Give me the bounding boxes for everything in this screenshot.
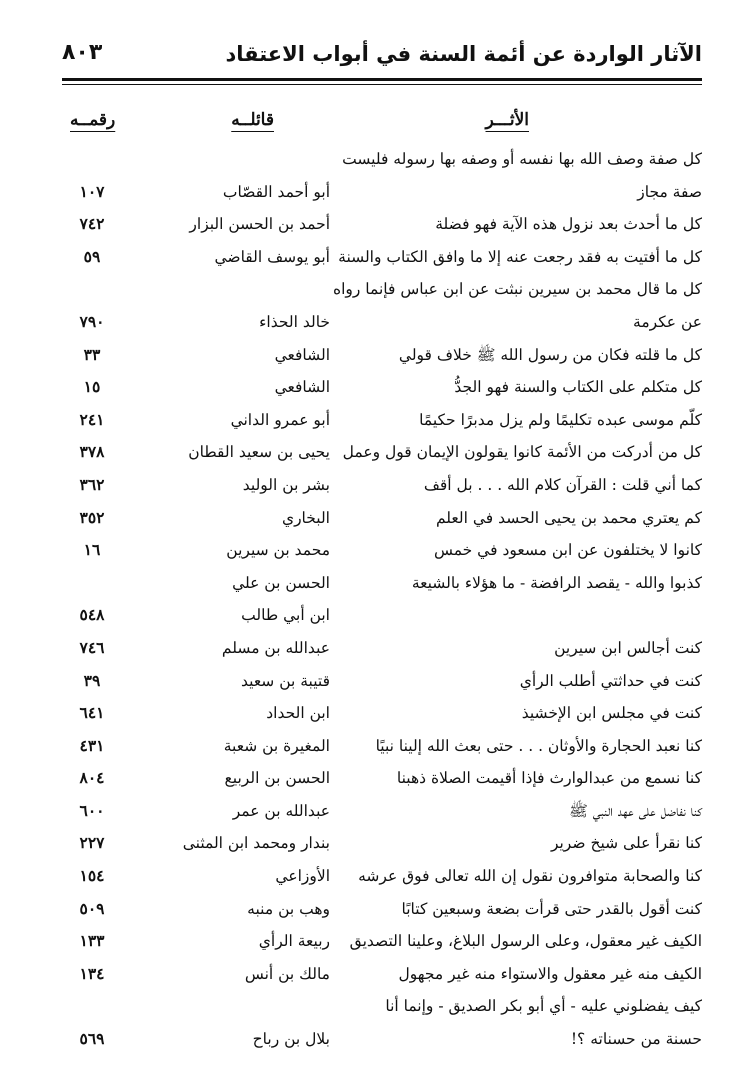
row-athar-text: الكيف غير معقول، وعلى الرسول البلاغ، وعلينا التصديق xyxy=(349,932,702,951)
row-raqm-number: ٣٧٨ xyxy=(79,442,105,462)
row-raqm-number: ٣٣ xyxy=(83,344,101,364)
table-row xyxy=(62,632,702,665)
row-qael-name: الشافعي xyxy=(274,378,330,397)
row-athar-text: صفة مجاز xyxy=(637,182,702,201)
row-athar-text: كنا نفاضل على عهد النبي ﷺ xyxy=(569,801,702,820)
row-qael-name: عبدالله بن مسلم xyxy=(221,638,330,657)
row-athar-text: كنت في حداثتي أطلب الرأي xyxy=(519,671,702,690)
row-raqm-number: ١٦ xyxy=(83,540,101,560)
table-row xyxy=(62,339,702,372)
table-row xyxy=(62,534,702,567)
row-athar-text: كنا والصحابة متوافرون نقول إن الله تعالى فوق عرشه xyxy=(358,867,702,886)
row-qael-name: قتيبة بن سعيد xyxy=(241,671,330,690)
row-qael-name: محمد بن سيرين xyxy=(226,541,330,560)
table-row xyxy=(62,1023,702,1056)
table-row xyxy=(62,893,702,926)
row-athar-text: حسنة من حسناته ؟! xyxy=(570,1030,702,1049)
row-qael-name: ابن أبي طالب xyxy=(241,606,330,625)
row-raqm-number: ٧٤٦ xyxy=(79,637,105,657)
row-qael-name: الشافعي xyxy=(274,345,330,364)
row-raqm-number: ٢٢٧ xyxy=(79,833,105,853)
row-raqm-number: ٣٥٢ xyxy=(79,507,105,527)
row-qael-name: ربيعة الرأي xyxy=(258,932,330,951)
row-raqm-number: ٣٩ xyxy=(83,670,101,690)
row-athar-text: كل صفة وصف الله بها نفسه أو وصفه بها رسوله فليست xyxy=(342,150,702,168)
row-athar-text: كل ما قلته فكان من رسول الله ﷺ خلاف قولي xyxy=(398,345,702,364)
row-raqm-number: ٧٩٠ xyxy=(79,311,105,331)
row-athar-text: كنا نسمع من عبدالوارث فإذا أقيمت الصلاة ذهبنا xyxy=(396,769,702,788)
row-raqm-number: ٤٣١ xyxy=(79,735,105,755)
running-title: الآثار الواردة عن أئمة السنة في أبواب الاعتقاد xyxy=(225,42,702,66)
table-row xyxy=(62,860,702,893)
row-raqm-number: ١٥٤ xyxy=(79,866,105,886)
table-row xyxy=(62,469,702,502)
row-raqm-number: ٥٤٨ xyxy=(79,605,105,625)
row-qael-name: مالك بن أنس xyxy=(244,964,330,983)
row-athar-text: كنت في مجلس ابن الإخشيذ xyxy=(521,704,702,723)
table-row xyxy=(62,404,702,437)
page-number: ٨٠٣ xyxy=(62,40,103,65)
index-table xyxy=(62,143,702,1056)
row-qael-name: الحسن بن الربيع xyxy=(224,769,330,788)
table-row xyxy=(62,665,702,698)
row-raqm-number: ٥٦٩ xyxy=(79,1029,105,1049)
column-header-raqm: رقمــه xyxy=(70,110,116,130)
table-row xyxy=(62,371,702,404)
row-qael-name: البخاري xyxy=(281,508,330,527)
table-row xyxy=(62,208,702,241)
row-raqm-number: ١٥ xyxy=(83,377,101,397)
row-athar-text: كانوا لا يختلفون عن ابن مسعود في خمس xyxy=(433,541,702,560)
table-row xyxy=(62,827,702,860)
table-row xyxy=(62,795,702,828)
row-raqm-number: ٢٤١ xyxy=(79,409,105,429)
row-qael-name: بلال بن رباح xyxy=(252,1030,330,1049)
table-row xyxy=(62,241,702,274)
row-athar-text: كنا نعبد الحجارة والأوثان . . . حتى بعث الله إلينا نبيًا xyxy=(375,736,702,755)
row-raqm-number: ٥٩ xyxy=(83,246,101,266)
row-raqm-number: ٨٠٤ xyxy=(79,768,105,788)
row-qael-name: خالد الحذاء xyxy=(259,312,330,331)
table-row xyxy=(62,958,702,991)
row-qael-name: الحسن بن علي xyxy=(232,573,330,592)
row-athar-text: كنت أجالس ابن سيرين xyxy=(554,638,702,657)
row-raqm-number: ٣٦٢ xyxy=(79,474,105,494)
row-qael-name: وهب بن منبه xyxy=(247,899,330,918)
table-row xyxy=(62,925,702,958)
row-raqm-number: ٥٠٩ xyxy=(79,898,105,918)
row-qael-name: يحيى بن سعيد القطان xyxy=(188,443,330,462)
row-athar-text: كيف يفضلوني عليه - أي أبو بكر الصديق - وإنما أنا xyxy=(385,997,702,1016)
column-header-qael: قائلــه xyxy=(231,110,274,130)
row-qael-name: بشر بن الوليد xyxy=(242,475,330,494)
row-athar-text: كل ما أفتيت به فقد رجعت عنه إلا ما وافق الكتاب والسنة xyxy=(338,247,702,266)
row-athar-text: كما أني قلت : القرآن كلام الله . . . بل أقف xyxy=(423,475,702,494)
row-athar-text: كل ما قال محمد بن سيرين نبثت عن ابن عباس فإنما رواه xyxy=(332,280,702,299)
row-athar-text: كنا نقرأ على شيخ ضرير xyxy=(550,834,702,853)
row-qael-name: المغيرة بن شعبة xyxy=(223,736,330,755)
row-qael-name: أبو أحمد القصّاب xyxy=(222,182,330,201)
row-athar-text: كل من أدركت من الأئمة كانوا يقولون الإيمان قول وعمل xyxy=(342,443,702,462)
table-row xyxy=(62,502,702,535)
row-qael-name: ابن الحداد xyxy=(266,704,330,723)
table-row xyxy=(62,273,702,306)
row-qael-name: أبو عمرو الداني xyxy=(230,410,330,429)
header-divider xyxy=(62,78,702,85)
table-row xyxy=(62,990,702,1023)
table-row xyxy=(62,730,702,763)
table-row xyxy=(62,143,702,176)
table-row xyxy=(62,176,702,209)
row-qael-name: أحمد بن الحسن البزار xyxy=(189,215,330,234)
row-raqm-number: ٦٠٠ xyxy=(79,800,105,820)
row-raqm-number: ٧٤٢ xyxy=(79,214,105,234)
row-raqm-number: ١٠٧ xyxy=(79,181,105,201)
row-qael-name: الأوزاعي xyxy=(275,867,330,886)
row-athar-text: كذبوا والله - يقصد الرافضة - ما هؤلاء بالشيعة xyxy=(411,573,702,592)
column-header-athar: الأثـــر xyxy=(485,110,529,130)
table-row xyxy=(62,599,702,632)
row-athar-text: كل متكلم على الكتاب والسنة فهو الجدُّ xyxy=(454,378,702,397)
table-row xyxy=(62,436,702,469)
row-athar-text: عن عكرمة xyxy=(633,312,702,331)
row-raqm-number: ١٣٤ xyxy=(79,963,105,983)
row-athar-text: كم يعتري محمد بن يحيى الحسد في العلم xyxy=(435,508,702,527)
row-raqm-number: ٦٤١ xyxy=(79,703,105,723)
page-header xyxy=(62,36,702,76)
table-row xyxy=(62,697,702,730)
row-qael-name: عبدالله بن عمر xyxy=(232,801,330,820)
table-row xyxy=(62,567,702,600)
row-athar-text: الكيف منه غير معقول والاستواء منه غير مجهول xyxy=(398,964,702,983)
table-row xyxy=(62,306,702,339)
table-row xyxy=(62,762,702,795)
row-athar-text: كلّم موسى عبده تكليمًا ولم يزل مدبرًا حكيمًا xyxy=(419,410,702,429)
row-qael-name: أبو يوسف القاضي xyxy=(214,247,330,266)
row-athar-text: كنت أقول بالقدر حتى قرأت بضعة وسبعين كتابًا xyxy=(401,899,702,918)
row-qael-name: بندار ومحمد ابن المثنى xyxy=(182,834,330,853)
row-athar-text: كل ما أحدث بعد نزول هذه الآية فهو فضلة xyxy=(435,215,702,234)
row-raqm-number: ١٣٣ xyxy=(79,931,105,951)
